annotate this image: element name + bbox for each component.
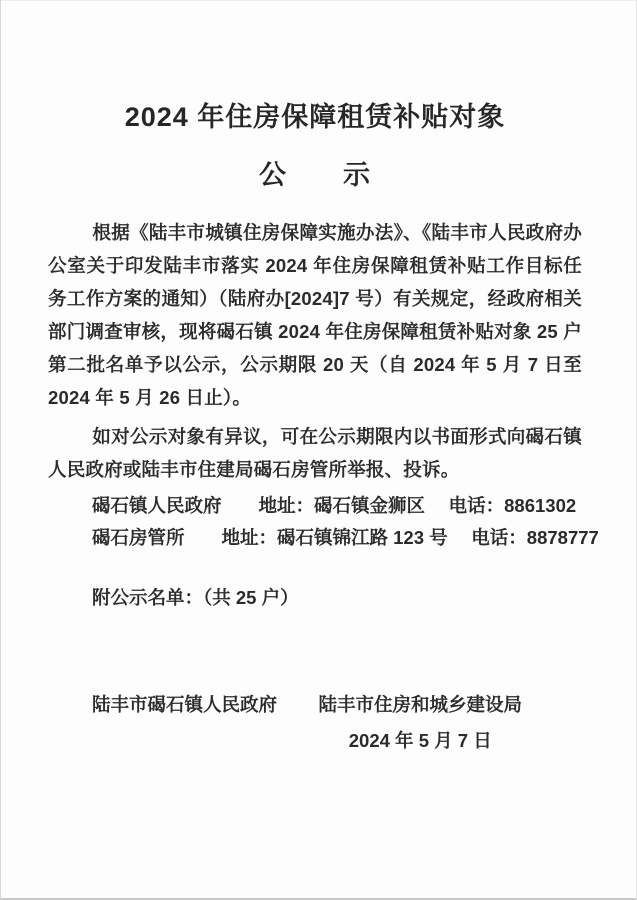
document-title-line2: 公 示 bbox=[259, 160, 371, 190]
notice-paragraph-2: 如对公示对象有异议，可在公示期限内以书面形式向碣石镇人民政府或陆丰市住建局碣石房管所举报、投诉。 bbox=[48, 426, 582, 480]
signature-row bbox=[48, 688, 582, 757]
notice-paragraph-1: 根据《陆丰市城镇住房保障实施办法》、《陆丰市人民政府办公室关于印发陆丰市落实 2024 年住房保障租赁补贴工作目标任务工作方案的通知）（陆府办[2024]7 号）有关规定，经政府相关部门调查审核，现将碣石镇 2024 年住房保障租赁补贴对象 25 户第二批名单予以公示，公示期限 20 天（自 2024 年 5 月 7 日至 2024 年 5 月 26 日止）。 bbox=[48, 222, 582, 408]
signature-date: 2024 年 5 月 7 日 bbox=[348, 730, 492, 751]
contact-info-block bbox=[48, 490, 599, 554]
signature-left-town-government: 陆丰市碣石镇人民政府 bbox=[92, 694, 278, 715]
attachment-note: 附公示名单：（共 25 户） bbox=[92, 587, 299, 608]
contact-line-town-government: 碣石镇人民政府 地址：碣石镇金狮区 电话：8861302 bbox=[92, 495, 577, 516]
signature-right-housing-bureau: 陆丰市住房和城乡建设局 bbox=[318, 694, 522, 715]
signature-right-block bbox=[318, 688, 522, 757]
contact-line-housing-office: 碣石房管所 地址：碣石镇锦江路 123 号 电话：8878777 bbox=[92, 527, 599, 548]
document-title-line1: 2024 年住房保障租赁补贴对象 bbox=[124, 102, 506, 132]
